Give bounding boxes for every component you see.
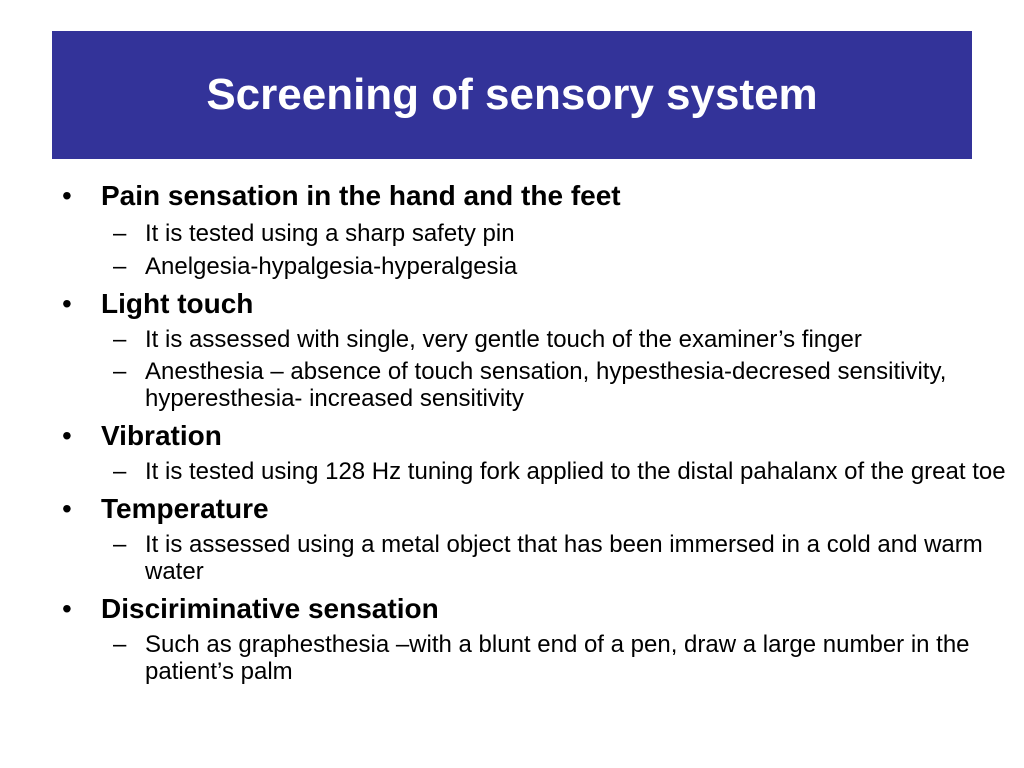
sub-item-text: It is assessed with single, very gentle touch of the examiner’s finger: [145, 326, 862, 353]
bullet-heading: Vibration: [101, 420, 222, 451]
sub-item: [113, 531, 1015, 585]
dash-icon: –: [113, 220, 127, 247]
sub-item: [113, 326, 1015, 353]
title-bar: [52, 31, 972, 159]
bullet-item-discriminative: [0, 591, 1024, 627]
dash-icon: –: [113, 358, 127, 385]
dash-icon: –: [113, 253, 127, 280]
sub-item: [113, 458, 1015, 485]
bullet-item-pain: [0, 178, 1024, 214]
dash-icon: –: [113, 631, 127, 658]
sub-item-text: Such as graphesthesia –with a blunt end of a pen, draw a large number in the patient’s palm: [145, 631, 970, 685]
sub-item: [113, 358, 1015, 412]
bullet-icon: •: [62, 180, 72, 211]
bullet-heading: Pain sensation in the hand and the feet: [101, 180, 621, 211]
sub-item: [113, 253, 1015, 280]
bullet-icon: •: [62, 493, 72, 524]
sub-item-text: It is assessed using a metal object that has been immersed in a cold and warm water: [145, 531, 983, 585]
dash-icon: –: [113, 326, 127, 353]
bullet-heading: Light touch: [101, 288, 254, 319]
sub-item-text: Anesthesia – absence of touch sensation, hypesthesia-decresed sensitivity, hyperesthesia- increased sensitivity: [145, 358, 947, 412]
sub-item-text: Anelgesia-hypalgesia-hyperalgesia: [145, 253, 518, 280]
bullet-icon: •: [62, 593, 72, 624]
sub-item: [113, 220, 1015, 247]
sub-item-text: It is tested using 128 Hz tuning fork applied to the distal pahalanx of the great toe: [145, 458, 1006, 485]
dash-icon: –: [113, 458, 127, 485]
bullet-heading: Disciriminative sensation: [101, 593, 439, 624]
sub-item-text: It is tested using a sharp safety pin: [145, 220, 515, 247]
bullet-item-light-touch: [0, 286, 1024, 322]
sub-item: [113, 631, 1015, 685]
bullet-item-temperature: [0, 491, 1024, 527]
slide-body: [0, 178, 1024, 685]
bullet-heading: Temperature: [101, 493, 269, 524]
dash-icon: –: [113, 531, 127, 558]
bullet-item-vibration: [0, 418, 1024, 454]
bullet-icon: •: [62, 420, 72, 451]
bullet-icon: •: [62, 288, 72, 319]
slide-title: Screening of sensory system: [206, 70, 818, 119]
